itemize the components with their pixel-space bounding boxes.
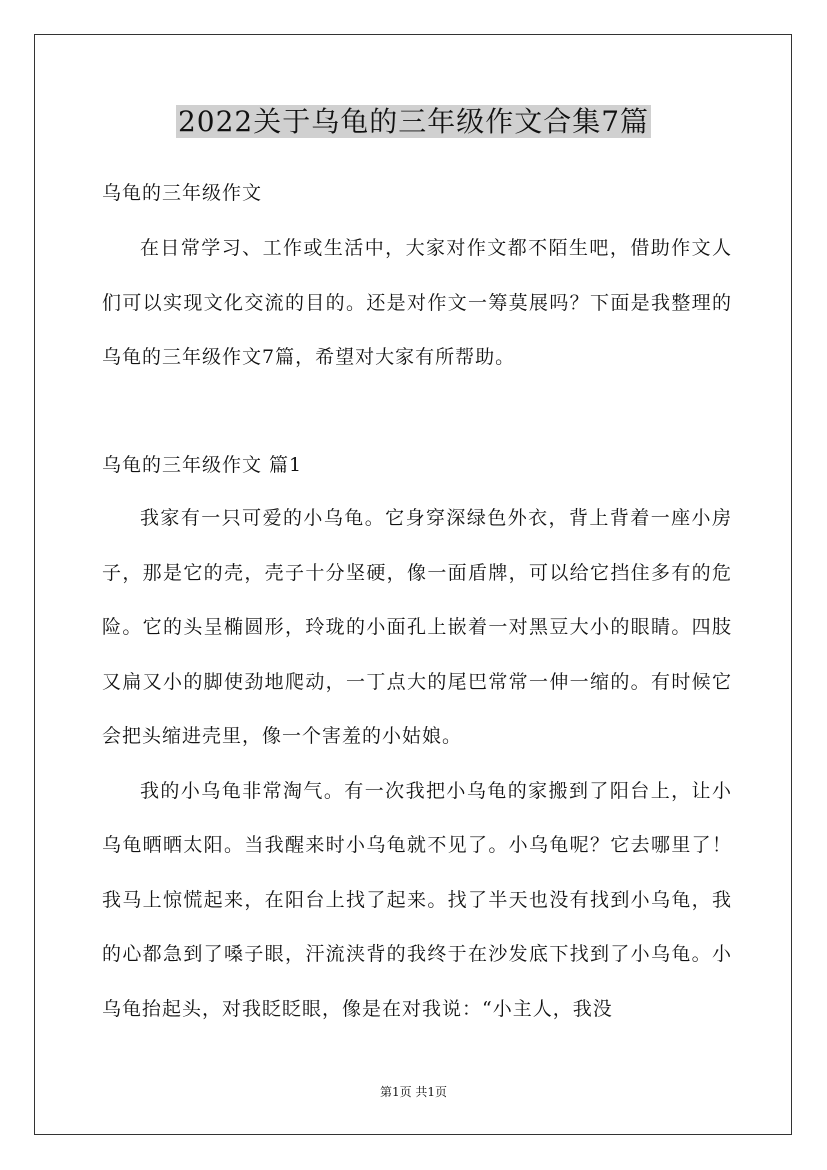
essay-1-body [102, 491, 732, 1036]
essay-1-paragraph-2: 我的小乌龟非常淘气。有一次我把小乌龟的家搬到了阳台上，让小乌龟晒晒太阳。当我醒来时小乌龟就不见了。小乌龟呢？它去哪里了！我马上惊慌起来，在阳台上找了起来。找了半天也没有找到小乌龟，我的心都急到了嗓子眼，汗流浃背的我终于在沙发底下找到了小乌龟。小乌龟抬起头，对我眨眨眼，像是在对我说：“小主人，我没 [102, 779, 732, 1020]
document-title [0, 100, 827, 144]
essay-1-heading: 乌龟的三年级作文 篇1 [102, 454, 303, 476]
section-heading: 乌龟的三年级作文 [102, 182, 263, 204]
page-footer: 第1页 共1页 [379, 1085, 448, 1099]
document-title-text: 2022关于乌龟的三年级作文合集7篇 [177, 105, 650, 138]
intro-block [102, 221, 732, 385]
essay-1-paragraph-1: 我家有一只可爱的小乌龟。它身穿深绿色外衣，背上背着一座小房子，那是它的壳，壳子十分坚硬，像一面盾牌，可以给它挡住多有的危险。它的头呈椭圆形，玲珑的小面孔上嵌着一对黑豆大小的眼睛。四肢又扁又小的脚使劲地爬动，一丁点大的尾巴常常一伸一缩的。有时候它会把头缩进壳里，像一个害羞的小姑娘。 [102, 507, 732, 747]
intro-paragraph: 在日常学习、工作或生活中，大家对作文都不陌生吧，借助作文人们可以实现文化交流的目的。还是对作文一筹莫展吗？下面是我整理的乌龟的三年级作文7篇，希望对大家有所帮助。 [102, 237, 732, 368]
